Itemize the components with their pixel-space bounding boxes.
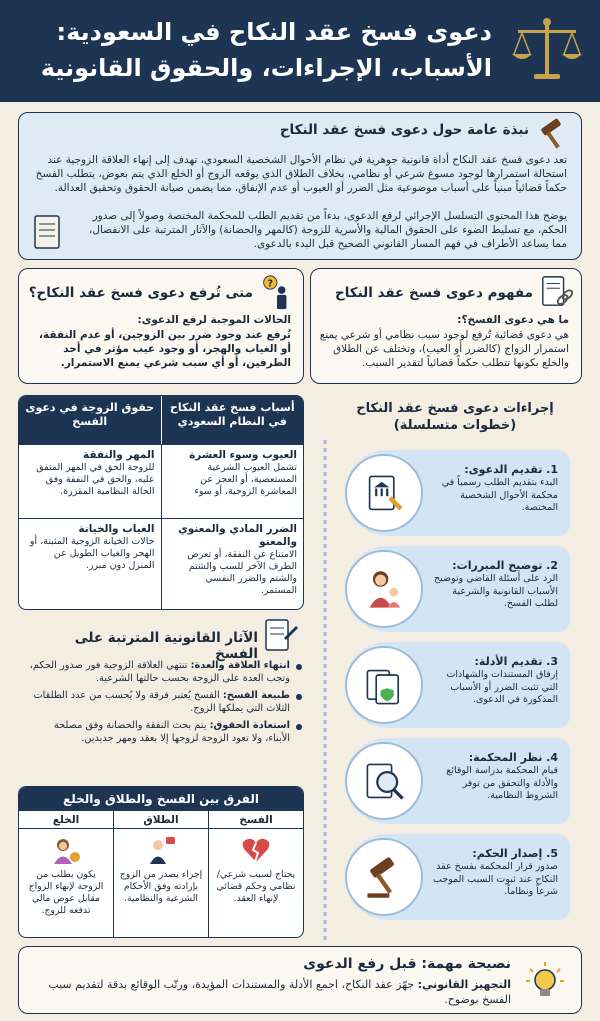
step-text bbox=[433, 842, 558, 899]
overview-paragraph-1: تعد دعوى فسخ عقد النكاح أداة قانونية جوهرية في نظام الأحوال الشخصية السعودي، تهدف إلى إنهاء العلاقة الزوجية عند استحالة استمرارها لوجود مسوغ شرعي أو نظامي، بخلاف الطلاق الذي يوقعه الزوج أو الخلع الذي يتم بعوض، يتطلب الفسخ حكماً قضائياً مبنياً على أسباب موضوعية مثل الضرر أو العيوب أو عدم الإنفاق، مما يضمن صيانة الحقوق وتحقيق العدالة. bbox=[35, 154, 567, 194]
table-cell bbox=[162, 445, 304, 518]
difference-columns bbox=[19, 811, 303, 938]
tip-card bbox=[18, 946, 582, 1014]
header-banner bbox=[0, 0, 600, 102]
lightbulb-icon bbox=[525, 959, 565, 1003]
step-title: 3. تقديم الأدلة: bbox=[474, 655, 558, 668]
overview-paragraph-2: يوضح هذا المحتوى التسلسل الإجرائي لرفع الدعوى، بدءاً من تقديم الطلب للمحكمة المختصة وصولاً إلى صدور الحكم، مع تسليط الضوء على الحقوق المالية والأسرية للزوجة (كالمهر والحضانة) والآثار المترتبة على الانفصال، مما يساعد الأطراف في فهم المسار القانوني الصحيح قبل البدء بالدعوى. bbox=[88, 210, 567, 250]
when-subtitle: الحالات الموجبة لرفع الدعوى: bbox=[137, 314, 291, 326]
concept-body: هي دعوى قضائية تُرفع لوجود سبب نظامي أو شرعي يمنع استمرار الزواج (كالضرر أو العيب)، وتختلف عن الطلاق والخلع بكونها تتطلب حكماً قضائياً لتقدير السبب. bbox=[319, 329, 569, 369]
courthouse-document-icon bbox=[363, 472, 407, 516]
effect-text: تنتهي العلاقة الزوجية فور صدور الحكم، وتجب العدة على الزوجة بحسب حالتها الشرعية. bbox=[29, 660, 290, 684]
tip-body: جهّز عقد النكاح، اجمع الأدلة والمستندات المؤيدة، ورتّب الوقائع بدقة لتقديم سبب الفسخ بوضوح. bbox=[48, 978, 511, 1006]
col-text: إجراء يصدر من الزوج بإرادته وفق الأحكام الشرعية والنظامية. bbox=[119, 869, 203, 904]
step-description: صدور قرار المحكمة بفسخ عقد النكاح عند ثبوت السبب الموجب شرعاً ونظاماً. bbox=[433, 861, 558, 897]
effect-label: انتهاء العلاقة والعدة: bbox=[190, 660, 290, 671]
step-text bbox=[433, 458, 558, 515]
table-cell bbox=[19, 519, 162, 610]
table-cell bbox=[19, 445, 162, 518]
tip-text bbox=[31, 977, 511, 1007]
effect-label: استعادة الحقوق: bbox=[209, 720, 290, 731]
signed-document-icon bbox=[262, 618, 298, 654]
broken-heart-icon bbox=[241, 835, 271, 865]
table-header bbox=[19, 396, 303, 444]
step-description: قيام المحكمة بدراسة الوقائع والأدلة والتحقق من توفر الشروط النظامية. bbox=[446, 765, 558, 801]
col-title: الخلع bbox=[19, 811, 113, 829]
cell-text: الامتناع عن النفقة، أو تعرض الطرف الآخر للسب والشتم والشتم والضرر النفسي المستمر. bbox=[187, 549, 297, 596]
man-speaking-icon bbox=[146, 835, 176, 865]
gavel-icon bbox=[535, 117, 571, 153]
step-title: 1. تقديم الدعوى: bbox=[464, 463, 558, 476]
when-body: تُرفع عند وجود ضرر بين الزوجين، أو عدم النفقة، أو الغياب والهجر، أو وجود عيب مؤثر في أحد الطرفين، أو أي سبب شرعي يمنع الاستمرار. bbox=[38, 329, 291, 369]
evidence-documents-icon bbox=[363, 664, 407, 708]
concept-card bbox=[310, 268, 582, 384]
effects-title: الآثار القانونية المترتبة على الفسخ bbox=[74, 630, 258, 662]
list-item bbox=[28, 720, 304, 745]
page-title bbox=[22, 14, 492, 86]
overview-title: نبذة عامة حول دعوى فسخ عقد النكاح bbox=[279, 122, 529, 138]
step-2 bbox=[345, 540, 570, 638]
question-person-icon bbox=[257, 273, 295, 311]
difference-col-faskh bbox=[209, 811, 303, 938]
steps-title-line-2: (خطوات متسلسلة) bbox=[393, 418, 517, 433]
table-row bbox=[19, 518, 303, 610]
col-title: الفسخ bbox=[209, 811, 303, 829]
title-line-2: الأسباب، الإجراءات، والحقوق القانونية bbox=[40, 54, 492, 82]
when-card bbox=[18, 268, 304, 384]
steps-title bbox=[326, 400, 584, 434]
step-icon-circle bbox=[345, 646, 423, 724]
effect-text: الفسخ يُعتبر فرقة ولا يُحسب من عدد الطلقات الثلاث التي يملكها الزوج. bbox=[33, 690, 290, 714]
contract-link-icon bbox=[539, 275, 573, 309]
tip-label: التجهيز القانوني: bbox=[417, 978, 511, 991]
reasons-rights-table bbox=[18, 395, 304, 610]
svg-text:?: ? bbox=[267, 278, 274, 290]
step-icon-circle bbox=[345, 454, 423, 532]
overview-card bbox=[18, 112, 582, 260]
difference-title: الفرق بين الفسخ والطلاق والخلع bbox=[19, 787, 303, 811]
step-title: 5. إصدار الحكم: bbox=[472, 847, 558, 860]
col-title: الطلاق bbox=[114, 811, 208, 829]
effect-text: يتم بحث النفقة والحضانة وفق مصلحة الأبناء، ولا تعود الزوجة لزوجها إلا بعقد ومهر جديدين. bbox=[53, 720, 290, 744]
cell-title: المهر والنفقة bbox=[82, 449, 155, 461]
step-text bbox=[433, 746, 558, 803]
cell-text: حالات الخيانة الزوجية المثبتة، أو الهجر والغياب الطويل عن المنزل دون مبرر. bbox=[29, 536, 155, 571]
col-text: يحتاج لسبب شرعي/نظامي وحكم قضائي لإنهاء العقد. bbox=[216, 869, 296, 904]
step-title: 2. توضيح المبررات: bbox=[452, 559, 558, 572]
family-icon bbox=[363, 568, 407, 612]
step-description: الرد على أسئلة القاضي وتوضيح الأسباب القانونية والشرعية لطلب الفسخ. bbox=[434, 573, 558, 609]
step-title: 4. نظر المحكمة: bbox=[468, 751, 558, 764]
step-1 bbox=[345, 444, 570, 542]
effect-label: طبيعة الفسخ: bbox=[222, 690, 290, 701]
gavel-icon bbox=[363, 856, 407, 900]
difference-table bbox=[18, 786, 304, 938]
concept-title: مفهوم دعوى فسخ عقد النكاح bbox=[334, 285, 533, 301]
step-icon-circle bbox=[345, 838, 423, 916]
table-header-rights: حقوق الزوجة في دعوى الفسخ bbox=[19, 396, 162, 444]
step-description: البدء بتقديم الطلب رسمياً في محكمة الأحوال الشخصية المختصة. bbox=[441, 477, 558, 513]
concept-question: ما هي دعوى الفسخ؟: bbox=[457, 314, 569, 326]
cell-title: الغياب والخيانة bbox=[78, 523, 155, 535]
step-3 bbox=[345, 636, 570, 734]
step-text bbox=[433, 554, 558, 611]
table-header-reasons: أسباب فسخ عقد النكاح في النظام السعودي bbox=[169, 401, 295, 428]
woman-money-icon bbox=[51, 835, 81, 865]
cell-title: العيوب وسوء العشرة bbox=[189, 449, 297, 461]
effects-list bbox=[28, 660, 304, 750]
table-row bbox=[19, 444, 303, 518]
when-title: متى تُرفع دعوى فسخ عقد النكاح؟ bbox=[28, 285, 253, 301]
tip-title: نصيحة مهمة: قبل رفع الدعوى bbox=[303, 956, 511, 972]
table-cell bbox=[162, 519, 304, 610]
magnifier-document-icon bbox=[363, 760, 407, 804]
step-icon-circle bbox=[345, 742, 423, 820]
difference-col-talaq bbox=[114, 811, 209, 938]
step-description: إرفاق المستندات والشهادات التي تثبت الضرر أو الأسباب المذكورة في الدعوى. bbox=[446, 669, 558, 705]
cell-text: تشمل العيوب الشرعية المستعصية، أو العجز عن المعاشرة الزوجية، أو سوء bbox=[194, 462, 297, 497]
list-item bbox=[28, 690, 304, 715]
step-text bbox=[433, 650, 558, 707]
steps-title-line-1: إجراءات دعوى فسخ عقد النكاح bbox=[356, 401, 554, 416]
cell-title: الضرر المادي والمعنوي والمعنو bbox=[178, 523, 297, 548]
step-icon-circle bbox=[345, 550, 423, 628]
step-4 bbox=[345, 732, 570, 830]
col-text: يكون بطلب من الزوجة لإنهاء الزواج مقابل عوض مالي تدفعه للزوج. bbox=[28, 869, 104, 916]
cell-text: للزوجة الحق في المهر المتفق عليه، والحق في النفقة وفق الحالة النظامية المقررة. bbox=[36, 462, 155, 497]
steps-connector bbox=[310, 440, 340, 940]
list-item bbox=[28, 660, 304, 685]
step-5 bbox=[345, 828, 570, 926]
scales-of-justice-icon bbox=[510, 14, 584, 88]
difference-col-khul bbox=[19, 811, 114, 938]
document-icon bbox=[33, 213, 63, 251]
title-line-1: دعوى فسخ عقد النكاح في السعودية: bbox=[56, 18, 492, 46]
